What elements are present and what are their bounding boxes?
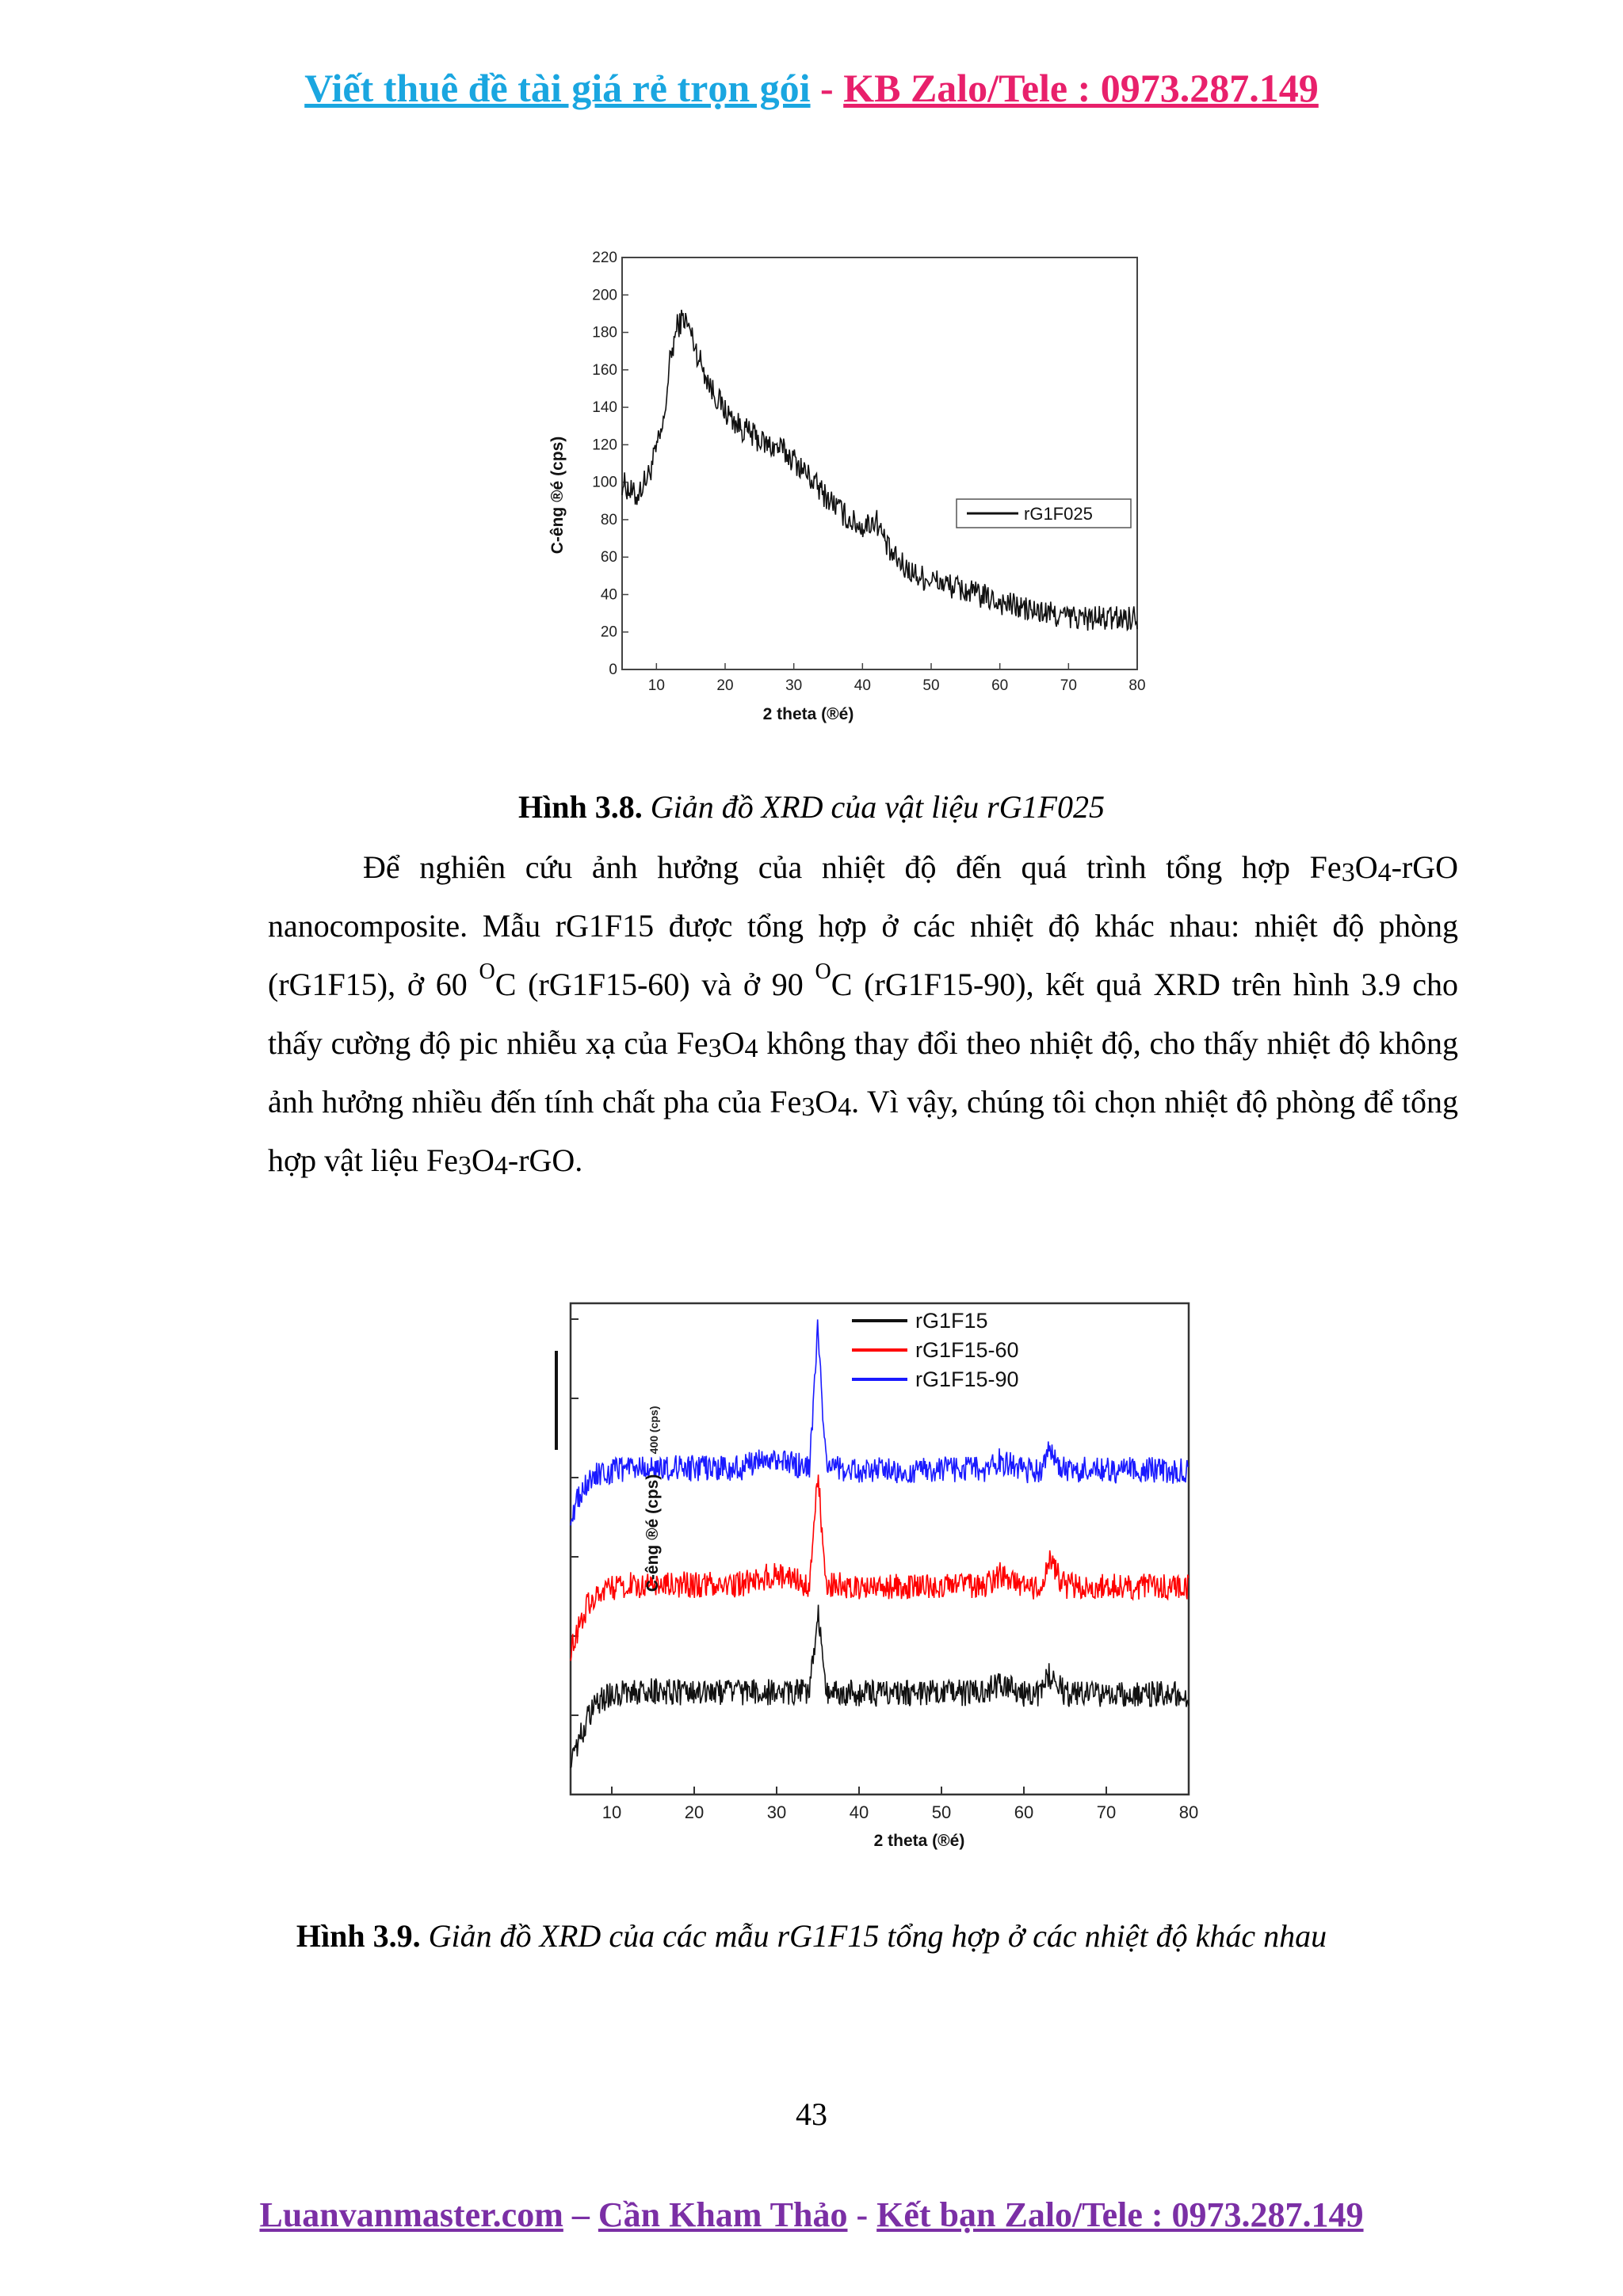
caption-text: Giản đồ XRD của vật liệu rG1F025: [642, 789, 1105, 825]
para-sub: 3: [458, 1151, 472, 1181]
y-tick-label: 180: [592, 324, 617, 341]
y-tick-label: 120: [592, 437, 617, 454]
y-tick-label: 100: [592, 474, 617, 491]
y-axis-label: C-êng ®é (cps): [643, 1474, 662, 1592]
para-text-2: O: [1354, 849, 1378, 885]
header-banner: [0, 65, 1623, 111]
y-tick-label: 0: [609, 662, 617, 678]
figure-3-9-caption: [0, 1917, 1623, 1955]
y-axis-label: C-êng ®é (cps): [548, 436, 567, 555]
para-text-o: O: [472, 1142, 495, 1178]
para-text-6: không thay đổi theo nhiệt độ, cho thấy nhiệt độ không ảnh hưởng nhiều đến tính chất pha của Fe: [268, 1025, 1458, 1119]
y-tick-label: 160: [592, 361, 617, 379]
x-tick-label: 60: [991, 677, 1009, 694]
y-tick-label: 200: [592, 287, 617, 304]
y-tick-label: 220: [592, 250, 617, 266]
x-tick-label: 30: [766, 1802, 787, 1822]
x-tick-label: 40: [854, 677, 871, 694]
series-line-rg1f15: [571, 1605, 1189, 1768]
page-number: 43: [796, 2096, 827, 2132]
x-tick-label: 70: [1096, 1802, 1117, 1822]
footer-banner: [0, 2195, 1623, 2235]
header-separator: -: [810, 66, 844, 110]
x-tick-label: 20: [684, 1802, 705, 1822]
para-sub: 4: [744, 1034, 758, 1064]
y-tick-label: 140: [592, 399, 617, 417]
x-tick-label: 10: [647, 677, 665, 694]
x-tick-label: 60: [1014, 1802, 1034, 1822]
y-tick-label: 80: [600, 511, 617, 528]
plot-frame: [571, 1303, 1189, 1794]
figure-3-8-xrd-chart: [547, 238, 1165, 745]
y-tick-label: 20: [600, 624, 617, 641]
x-tick-label: 20: [716, 677, 734, 694]
para-sup: O: [815, 959, 831, 984]
figure-3-9-xrd-chart: [547, 1287, 1212, 1858]
para-text-4: C (rG1F15-60) và ở 90: [495, 967, 815, 1002]
x-axis-label: 2 theta (®é): [762, 705, 854, 723]
para-text-o: O: [721, 1025, 745, 1061]
legend-label-rg1f15-90: rG1F15-90: [915, 1367, 1019, 1391]
caption-label: Hình 3.8.: [518, 789, 643, 825]
footer-name[interactable]: Cần Kham Thảo: [598, 2195, 848, 2234]
header-link-right[interactable]: KB Zalo/Tele : 0973.287.149: [843, 66, 1319, 110]
series-line-rg1f15-60: [571, 1474, 1189, 1661]
legend-label-rg1f15-60: rG1F15-60: [915, 1338, 1019, 1362]
para-sup: O: [479, 959, 495, 984]
footer-separator: –: [563, 2195, 598, 2234]
y-axis-unit-label: 400 (cps): [647, 1405, 660, 1455]
body-paragraph: [268, 838, 1458, 1190]
legend-label-rg1f025: rG1F025: [1024, 504, 1093, 524]
para-sub: 4: [838, 1093, 852, 1123]
series-line-rg1f025: [622, 310, 1137, 631]
x-tick-label: 70: [1060, 677, 1077, 694]
caption-label: Hình 3.9.: [296, 1918, 421, 1954]
x-tick-label: 40: [849, 1802, 869, 1822]
footer-contact-link[interactable]: Kết bạn Zalo/Tele : 0973.287.149: [876, 2195, 1364, 2234]
x-tick-label: 10: [601, 1802, 622, 1822]
caption-text: Giản đồ XRD của các mẫu rG1F15 tổng hợp ở các nhiệt độ khác nhau: [420, 1918, 1327, 1954]
x-tick-label: 80: [1178, 1802, 1199, 1822]
para-text-8: -rGO.: [507, 1142, 583, 1178]
x-tick-label: 50: [931, 1802, 952, 1822]
para-sub: 4: [494, 1151, 508, 1181]
para-sub: 4: [1377, 858, 1392, 888]
para-text-o: O: [815, 1084, 838, 1119]
legend-label-rg1f15: rG1F15: [915, 1309, 988, 1333]
para-sub: 3: [1341, 858, 1355, 888]
header-link-left[interactable]: Viết thuê đề tài giá rẻ trọn gói: [304, 66, 811, 110]
footer-site-link[interactable]: Luanvanmaster.com: [259, 2195, 563, 2234]
para-sub: 3: [708, 1034, 722, 1064]
x-axis-label: 2 theta (®é): [873, 1832, 965, 1850]
x-tick-label: 50: [922, 677, 940, 694]
footer-separator: -: [847, 2195, 877, 2234]
figure-3-8-caption: [0, 788, 1623, 826]
x-tick-label: 30: [785, 677, 803, 694]
para-sub: 3: [801, 1093, 815, 1123]
para-text-5: C (rG1F15-90), kết quả XRD trên hình 3.9 cho thấy cường độ pic nhiễu xạ của Fe: [268, 967, 1458, 1061]
para-text-3: -rGO nanocomposite. Mẫu rG1F15 được tổng hợp ở các nhiệt độ khác nhau: nhiệt độ phòng (rG1F15), ở 60: [268, 849, 1458, 1002]
xrd-chart-rg1f15-temps: [547, 1287, 1212, 1858]
x-tick-label: 80: [1128, 677, 1146, 694]
plot-frame: [622, 257, 1137, 669]
para-text-1: Để nghiên cứu ảnh hưởng của nhiệt độ đến quá trình tổng hợp Fe: [363, 849, 1342, 885]
para-text-7: . Vì vậy, chúng tôi chọn nhiệt độ phòng để tổng hợp vật liệu Fe: [268, 1084, 1458, 1178]
xrd-chart-rg1f025: [547, 238, 1165, 745]
y-tick-label: 40: [600, 586, 617, 604]
y-tick-label: 60: [600, 549, 617, 566]
